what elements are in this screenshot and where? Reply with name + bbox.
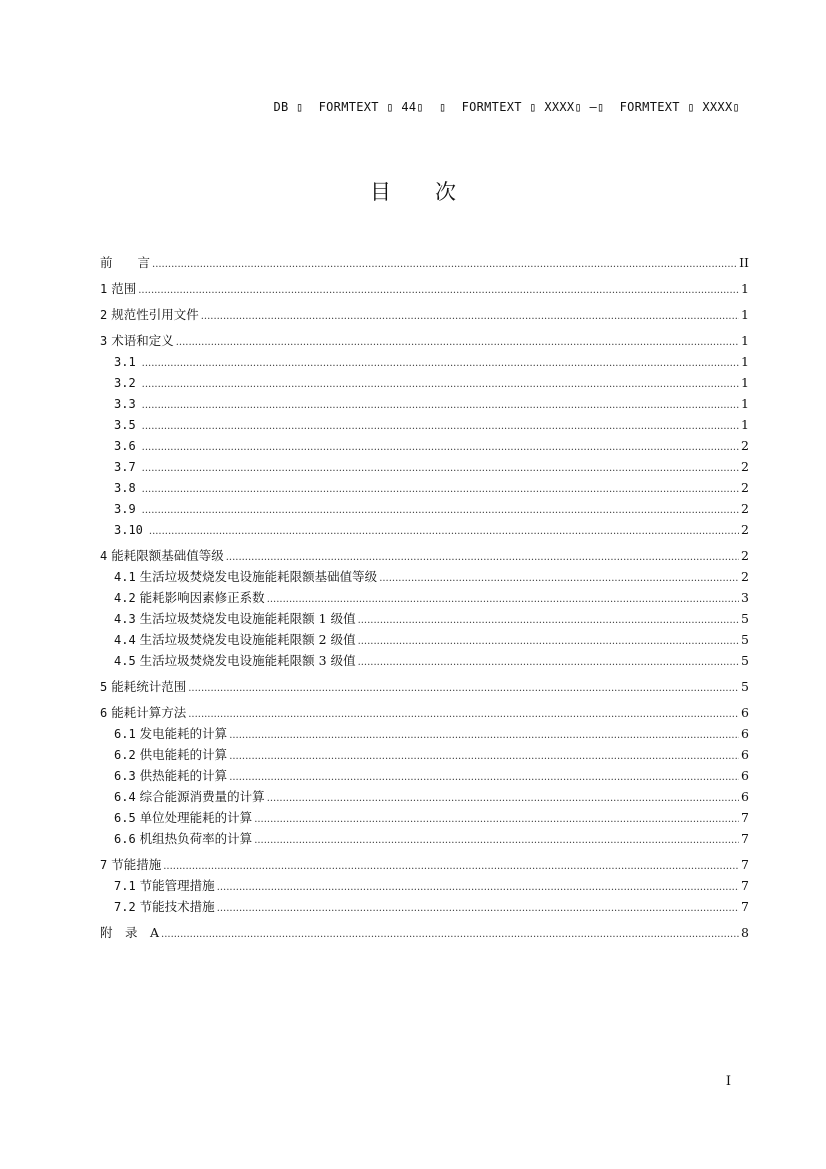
toc-entry[interactable]	[100, 330, 749, 351]
toc-entry[interactable]	[100, 351, 749, 372]
toc-entry-text: 节能措施	[111, 857, 162, 872]
dot-leader	[254, 830, 739, 851]
toc-entry-number: 6.6	[114, 832, 136, 846]
toc-entry-label	[114, 650, 356, 672]
toc-entry-label	[114, 896, 215, 918]
dot-leader	[152, 254, 737, 275]
page-title: 目次	[370, 180, 500, 204]
toc-entry[interactable]	[100, 676, 749, 697]
toc-entry-label	[114, 477, 140, 499]
dot-leader	[267, 589, 739, 610]
toc-entry-page-number: 5	[741, 632, 749, 647]
toc-entry-label	[114, 629, 356, 651]
toc-entry-page-number: 5	[741, 611, 749, 626]
dot-leader	[163, 856, 739, 877]
dot-leader	[142, 374, 739, 395]
toc-entry-label	[114, 875, 215, 897]
toc-entry-page-number: 6	[741, 768, 749, 783]
toc-entry-number: 4	[100, 549, 108, 563]
toc-entry-label	[100, 252, 150, 273]
toc-entry-text: 供热能耗的计算	[139, 768, 228, 783]
dot-leader	[226, 547, 739, 568]
toc-entry-number: 1	[100, 282, 108, 296]
toc-entry-number: 3.1	[114, 355, 136, 369]
toc-entry[interactable]	[100, 545, 749, 566]
dot-leader	[379, 568, 739, 589]
toc-entry-text: 单位处理能耗的计算	[139, 810, 253, 825]
toc-entry-text: 能耗限额基础值等级	[111, 548, 224, 563]
toc-entry[interactable]	[100, 765, 749, 786]
toc-entry-page-number: 7	[741, 857, 749, 872]
toc-entry[interactable]	[100, 744, 749, 765]
toc-entry-page-number: 2	[741, 522, 749, 537]
toc-entry[interactable]	[100, 786, 749, 807]
toc-entry-label	[100, 330, 174, 352]
table-of-contents	[100, 249, 749, 943]
toc-entry-page-number: 7	[741, 878, 749, 893]
dot-leader	[229, 725, 739, 746]
toc-entry[interactable]	[100, 372, 749, 393]
toc-entry-text: 供电能耗的计算	[139, 747, 228, 762]
dot-leader	[217, 877, 739, 898]
toc-entry[interactable]	[100, 252, 749, 273]
toc-entry-page-number: 2	[741, 438, 749, 453]
toc-entry[interactable]	[100, 807, 749, 828]
toc-entry-label	[100, 676, 186, 698]
toc-entry-label	[114, 498, 140, 520]
toc-entry-number: 3.6	[114, 439, 136, 453]
toc-entry-page-number: 2	[741, 480, 749, 495]
toc-entry-page-number: 6	[741, 789, 749, 804]
toc-entry[interactable]	[100, 650, 749, 671]
toc-entry-label	[114, 519, 147, 541]
toc-entry-number: 7.1	[114, 879, 136, 893]
toc-entry-number: 6.4	[114, 790, 136, 804]
toc-entry-text: 综合能源消费量的计算	[139, 789, 265, 804]
toc-entry-label	[114, 351, 140, 373]
toc-entry-page-number: 2	[741, 459, 749, 474]
toc-entry-page-number: 1	[741, 375, 749, 390]
toc-entry-label	[100, 702, 186, 724]
toc-entry[interactable]	[100, 519, 749, 540]
toc-entry-text: 节能管理措施	[139, 878, 215, 893]
toc-entry-label	[100, 922, 159, 943]
document-code-header: DB ▯ FORMTEXT ▯ 44▯ ▯ FORMTEXT ▯ XXXX▯ —▯ FORMTEXT ▯ XXXX▯	[273, 100, 740, 114]
toc-entry-text: 生活垃圾焚烧发电设施能耗限额 2 级值	[139, 632, 356, 647]
toc-entry-number: 3.8	[114, 481, 136, 495]
dot-leader	[201, 306, 739, 327]
dot-leader	[358, 652, 739, 673]
toc-entry-label	[100, 545, 224, 567]
dot-leader	[188, 704, 739, 725]
toc-entry-text: 范围	[111, 281, 137, 296]
toc-entry-text: 能耗影响因素修正系数	[139, 590, 265, 605]
toc-entry-text: 规范性引用文件	[111, 307, 199, 322]
toc-entry-number: 7.2	[114, 900, 136, 914]
toc-entry-text: 能耗计算方法	[111, 705, 187, 720]
toc-entry-page-number: 1	[741, 307, 749, 322]
toc-entry-label	[114, 393, 140, 415]
toc-entry-number: 6.2	[114, 748, 136, 762]
toc-entry-number: 3.2	[114, 376, 136, 390]
toc-entry-text: 术语和定义	[111, 333, 174, 348]
dot-leader	[358, 610, 739, 631]
toc-entry-label	[114, 744, 227, 766]
toc-entry-page-number: 1	[741, 354, 749, 369]
dot-leader	[254, 809, 739, 830]
toc-entry-label	[100, 854, 161, 876]
toc-entry-label	[114, 566, 377, 588]
toc-entry[interactable]	[100, 498, 749, 519]
toc-entry-page-number: 7	[741, 831, 749, 846]
toc-entry-page-number: 6	[741, 726, 749, 741]
toc-entry-number: 5	[100, 680, 108, 694]
toc-entry[interactable]	[100, 587, 749, 608]
dot-leader	[142, 479, 739, 500]
toc-entry-label	[114, 414, 140, 436]
toc-entry-number: 2	[100, 308, 108, 322]
toc-entry[interactable]	[100, 702, 749, 723]
toc-entry[interactable]	[100, 922, 749, 943]
dot-leader	[142, 353, 739, 374]
dot-leader	[217, 898, 739, 919]
toc-entry-page-number: 7	[741, 899, 749, 914]
toc-entry-text: 能耗统计范围	[111, 679, 187, 694]
toc-entry-number: 4.2	[114, 591, 136, 605]
dot-leader	[138, 280, 739, 301]
toc-entry-page-number: 8	[741, 925, 749, 940]
toc-entry[interactable]	[100, 723, 749, 744]
toc-entry-page-number: 1	[741, 396, 749, 411]
toc-entry-number: 6	[100, 706, 108, 720]
toc-entry-text: 节能技术措施	[139, 899, 215, 914]
toc-entry-page-number: 5	[741, 679, 749, 694]
toc-entry-number: 4.1	[114, 570, 136, 584]
toc-entry[interactable]	[100, 875, 749, 896]
toc-entry-page-number: 1	[741, 281, 749, 296]
dot-leader	[149, 521, 739, 542]
toc-entry-number: 3.5	[114, 418, 136, 432]
toc-entry[interactable]	[100, 896, 749, 917]
dot-leader	[142, 395, 739, 416]
toc-entry-label	[100, 278, 136, 300]
dot-leader	[142, 500, 739, 521]
toc-entry[interactable]	[100, 608, 749, 629]
toc-entry-number: 4.3	[114, 612, 136, 626]
footer-page-number: I	[725, 1074, 731, 1089]
toc-entry-page-number: 1	[741, 417, 749, 432]
toc-entry-number: 4.5	[114, 654, 136, 668]
toc-entry[interactable]	[100, 629, 749, 650]
toc-entry-page-number: 2	[741, 569, 749, 584]
toc-entry[interactable]	[100, 414, 749, 435]
toc-entry-label	[114, 456, 140, 478]
toc-entry-number: 3.10	[114, 523, 143, 537]
dot-leader	[176, 332, 739, 353]
dot-leader	[267, 788, 739, 809]
toc-entry[interactable]	[100, 393, 749, 414]
dot-leader	[161, 924, 739, 945]
toc-entry-label	[114, 372, 140, 394]
toc-entry-text: 生活垃圾焚烧发电设施能耗限额基础值等级	[139, 569, 378, 584]
toc-entry-text: 发电能耗的计算	[139, 726, 228, 741]
dot-leader	[188, 678, 739, 699]
dot-leader	[358, 631, 739, 652]
toc-entry-number: 3.9	[114, 502, 136, 516]
toc-entry-page-number: 2	[741, 501, 749, 516]
toc-entry[interactable]	[100, 566, 749, 587]
toc-entry[interactable]	[100, 477, 749, 498]
toc-entry-number: 6.1	[114, 727, 136, 741]
toc-entry-page-number: 1	[741, 333, 749, 348]
toc-entry-label	[114, 786, 265, 808]
toc-entry[interactable]	[100, 828, 749, 849]
toc-entry-label	[114, 765, 227, 787]
toc-entry-label	[114, 828, 252, 850]
toc-entry-number: 7	[100, 858, 108, 872]
toc-entry-page-number: 6	[741, 705, 749, 720]
dot-leader	[229, 767, 739, 788]
toc-entry[interactable]	[100, 304, 749, 325]
toc-entry-page-number: 3	[741, 590, 749, 605]
toc-entry-page-number: II	[739, 255, 749, 270]
toc-entry-label	[114, 435, 140, 457]
toc-entry-page-number: 7	[741, 810, 749, 825]
dot-leader	[142, 458, 739, 479]
toc-entry-page-number: 5	[741, 653, 749, 668]
toc-entry[interactable]	[100, 854, 749, 875]
dot-leader	[142, 416, 739, 437]
toc-entry-label	[114, 608, 356, 630]
toc-entry-number: 6.5	[114, 811, 136, 825]
toc-entry-text: 附 录 A	[100, 925, 160, 940]
toc-entry-label	[114, 807, 252, 829]
toc-entry-label	[114, 587, 265, 609]
toc-entry-text: 机组热负荷率的计算	[139, 831, 253, 846]
toc-entry-number: 3	[100, 334, 108, 348]
toc-entry-label	[114, 723, 227, 745]
toc-entry-number: 3.7	[114, 460, 136, 474]
toc-entry-number: 6.3	[114, 769, 136, 783]
toc-entry-label	[100, 304, 199, 326]
toc-entry-number: 3.3	[114, 397, 136, 411]
toc-entry[interactable]	[100, 435, 749, 456]
toc-entry-page-number: 6	[741, 747, 749, 762]
toc-entry-page-number: 2	[741, 548, 749, 563]
toc-entry[interactable]	[100, 456, 749, 477]
toc-entry-text: 前 言	[100, 255, 151, 270]
dot-leader	[142, 437, 739, 458]
toc-entry-text: 生活垃圾焚烧发电设施能耗限额 3 级值	[139, 653, 356, 668]
toc-entry-number: 4.4	[114, 633, 136, 647]
dot-leader	[229, 746, 739, 767]
toc-entry[interactable]	[100, 278, 749, 299]
toc-entry-text: 生活垃圾焚烧发电设施能耗限额 1 级值	[139, 611, 356, 626]
